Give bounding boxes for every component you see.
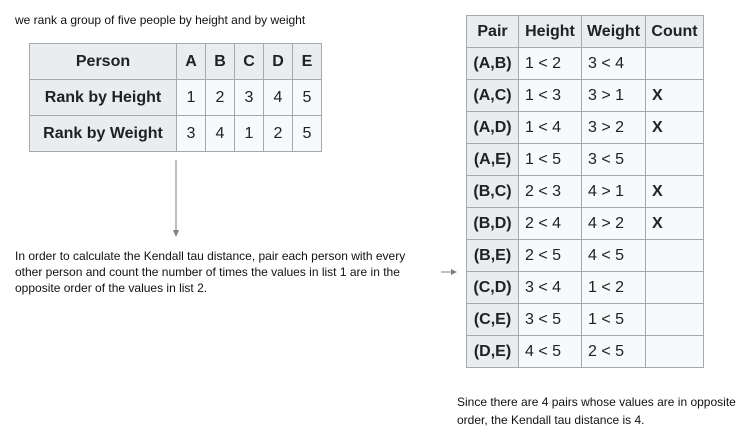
weight-cell: 1 < 2 [582, 272, 646, 304]
weight-cell: 3 > 1 [582, 80, 646, 112]
rank-header-person: Person [30, 44, 177, 80]
explanation-text: In order to calculate the Kendall tau distance, pair each person with every other person and count the number of times the values in list 1 are in the opposite order of the values in list 2. [15, 249, 406, 295]
height-cell: 1 < 3 [519, 80, 582, 112]
pairs-row [467, 144, 704, 176]
conclusion-text: Since there are 4 pairs whose values are in opposite order, the Kendall tau distance is 4. [457, 395, 736, 427]
rank-cell: 1 [177, 80, 206, 116]
weight-cell: 3 > 2 [582, 112, 646, 144]
pairs-row [467, 240, 704, 272]
pair-cell: (B,C) [467, 176, 519, 208]
rank-cell: 2 [264, 116, 293, 152]
height-cell: 2 < 4 [519, 208, 582, 240]
count-cell [646, 144, 704, 176]
rank-cell: 1 [235, 116, 264, 152]
weight-cell: 3 < 5 [582, 144, 646, 176]
rank-header-e: E [293, 44, 322, 80]
count-cell: X [646, 176, 704, 208]
count-cell [646, 48, 704, 80]
rank-header-c: C [235, 44, 264, 80]
weight-cell: 2 < 5 [582, 336, 646, 368]
pairs-row [467, 304, 704, 336]
pairs-header-count: Count [646, 16, 704, 48]
height-cell: 1 < 5 [519, 144, 582, 176]
count-cell [646, 304, 704, 336]
pairs-body [467, 48, 704, 368]
pairs-row [467, 176, 704, 208]
right-arrow-head [451, 269, 457, 275]
height-cell: 2 < 3 [519, 176, 582, 208]
pair-cell: (A,D) [467, 112, 519, 144]
rank-row-label: Rank by Height [30, 80, 177, 116]
height-cell: 3 < 5 [519, 304, 582, 336]
rank-cell: 3 [177, 116, 206, 152]
height-cell: 4 < 5 [519, 336, 582, 368]
rank-cell: 3 [235, 80, 264, 116]
count-cell: X [646, 80, 704, 112]
pairs-header-row [467, 16, 704, 48]
count-cell [646, 336, 704, 368]
count-cell [646, 240, 704, 272]
height-cell: 1 < 2 [519, 48, 582, 80]
pairs-header-pair: Pair [467, 16, 519, 48]
rank-header-d: D [264, 44, 293, 80]
count-cell: X [646, 208, 704, 240]
pair-cell: (C,D) [467, 272, 519, 304]
rank-cell: 4 [264, 80, 293, 116]
rank-header-b: B [206, 44, 235, 80]
rank-row-label: Rank by Weight [30, 116, 177, 152]
pairs-row [467, 208, 704, 240]
height-cell: 3 < 4 [519, 272, 582, 304]
height-cell: 1 < 4 [519, 112, 582, 144]
rank-header-a: A [177, 44, 206, 80]
pairs-table [466, 15, 704, 368]
pair-cell: (A,C) [467, 80, 519, 112]
pair-cell: (A,B) [467, 48, 519, 80]
pairs-row [467, 272, 704, 304]
pairs-row [467, 80, 704, 112]
pairs-header-height: Height [519, 16, 582, 48]
pair-cell: (A,E) [467, 144, 519, 176]
weight-cell: 3 < 4 [582, 48, 646, 80]
pair-cell: (B,E) [467, 240, 519, 272]
pairs-row [467, 336, 704, 368]
weight-cell: 4 > 2 [582, 208, 646, 240]
pairs-header-weight: Weight [582, 16, 646, 48]
count-cell: X [646, 112, 704, 144]
weight-cell: 4 > 1 [582, 176, 646, 208]
rank-cell: 2 [206, 80, 235, 116]
pair-cell: (D,E) [467, 336, 519, 368]
intro-caption: we rank a group of five people by height and by weight [15, 13, 306, 27]
pairs-row [467, 112, 704, 144]
pair-cell: (B,D) [467, 208, 519, 240]
weight-cell: 1 < 5 [582, 304, 646, 336]
down-arrow-head [173, 230, 179, 237]
rank-cell: 5 [293, 80, 322, 116]
rank-cell: 5 [293, 116, 322, 152]
count-cell [646, 272, 704, 304]
pair-cell: (C,E) [467, 304, 519, 336]
rank-cell: 4 [206, 116, 235, 152]
pairs-row [467, 48, 704, 80]
weight-cell: 4 < 5 [582, 240, 646, 272]
height-cell: 2 < 5 [519, 240, 582, 272]
